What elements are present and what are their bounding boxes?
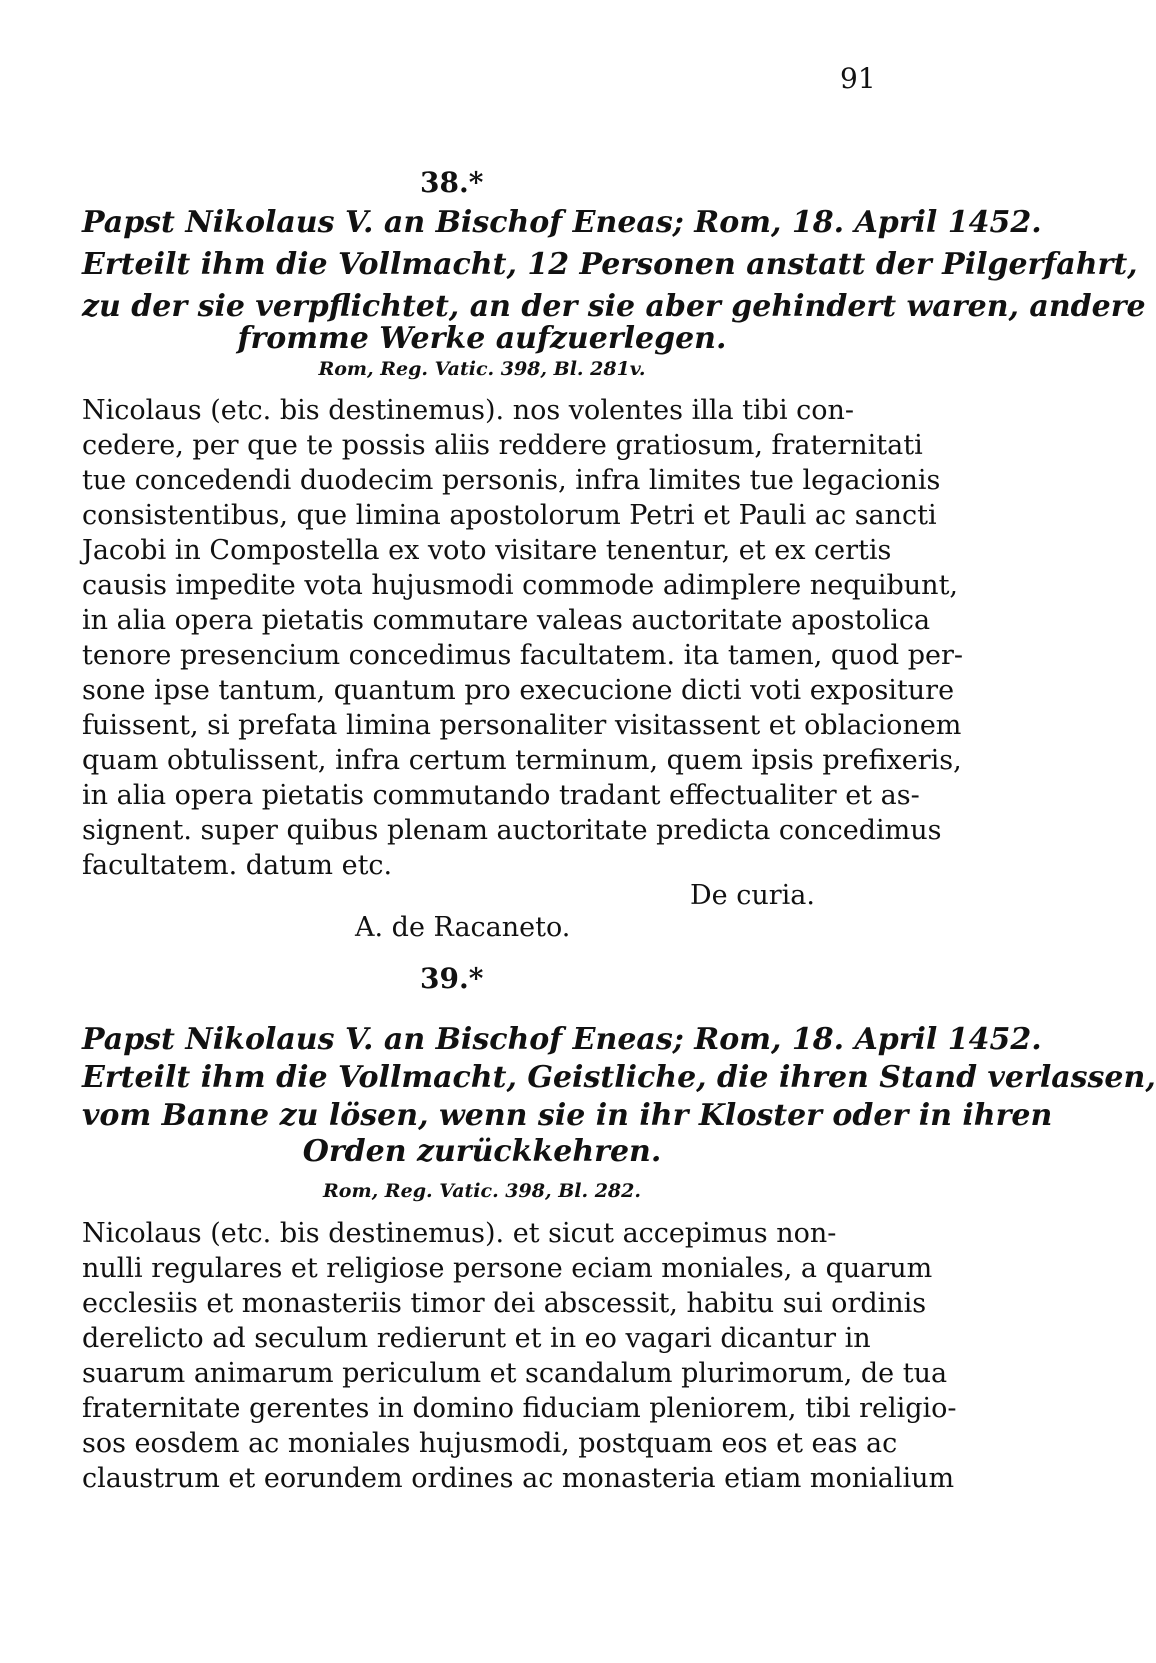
doc38-body-line-9: sone ipse tantum, quantum pro execucione dicti voti expositure [82, 675, 955, 706]
doc39-heading-line-4: Orden zurückkehren. [302, 1134, 662, 1169]
signature: A. de Racaneto. [355, 912, 571, 943]
doc38-heading-line-2: Erteilt ihm die Vollmacht, 12 Personen anstatt der Pilgerfahrt, [82, 247, 1138, 282]
doc38-body-line-8: tenore presencium concedimus facultatem. ita tamen, quod per- [82, 640, 963, 671]
doc38-body-line-4: consistentibus, que limina apostolorum Petri et Pauli ac sancti [82, 500, 937, 531]
doc38-body-line-6: causis impedite vota hujusmodi commode adimplere nequibunt, [82, 570, 958, 601]
doc39-body-line-3: ecclesiis et monasteriis timor dei abscessit, habitu sui ordinis [82, 1288, 927, 1319]
doc38-heading-line-4: fromme Werke aufzuerlegen. [237, 321, 727, 356]
doc38-heading-line-3: zu der sie verpflichtet, an der sie aber gehindert waren, andere [82, 289, 1146, 324]
doc38-body-line-2: cedere, per que te possis aliis reddere gratiosum, fraternitati [82, 430, 923, 461]
doc38-body-line-7: in alia opera pietatis commutare valeas auctoritate apostolica [82, 605, 931, 636]
doc38-body-line-13: signent. super quibus plenam auctoritate predicta concedimus [82, 815, 942, 846]
doc38-heading-line-1: Papst Nikolaus V. an Bischof Eneas; Rom, 18. April 1452. [82, 205, 1042, 240]
doc39-body-line-4: derelicto ad seculum redierunt et in eo vagari dicantur in [82, 1323, 871, 1354]
doc38-source-reference: Rom, Reg. Vatic. 398, Bl. 281v. [318, 358, 646, 380]
doc38-body-line-14: facultatem. datum etc. [82, 850, 393, 881]
doc39-body-line-7: sos eosdem ac moniales hujusmodi, postquam eos et eas ac [82, 1428, 898, 1459]
doc38-body-line-5: Jacobi in Compostella ex voto visitare tenentur, et ex certis [82, 535, 892, 566]
doc39-body-line-5: suarum animarum periculum et scandalum plurimorum, de tua [82, 1358, 948, 1389]
doc38-body-line-1: Nicolaus (etc. bis destinemus). nos volentes illa tibi con- [82, 395, 855, 426]
doc38-body-line-11: quam obtulissent, infra certum terminum, quem ipsis prefixeris, [82, 745, 962, 776]
curia-note: De curia. [690, 880, 815, 911]
doc38-body-line-10: fuissent, si prefata limina personaliter visitassent et oblacionem [82, 710, 962, 741]
doc39-body-line-1: Nicolaus (etc. bis destinemus). et sicut accepimus non- [82, 1218, 837, 1249]
page-number: 91 [840, 62, 876, 95]
doc39-heading-line-3: vom Banne zu lösen, wenn sie in ihr Kloster oder in ihren [82, 1098, 1053, 1133]
doc38-body-line-3: tue concedendi duodecim personis, infra limites tue legacionis [82, 465, 941, 496]
doc39-body-line-6: fraternitate gerentes in domino fiduciam pleniorem, tibi religio- [82, 1393, 957, 1424]
doc39-body-line-8: claustrum et eorundem ordines ac monasteria etiam monialium [82, 1463, 955, 1494]
doc39-heading-line-2: Erteilt ihm die Vollmacht, Geistliche, die ihren Stand verlassen, [82, 1060, 1156, 1095]
doc39-heading-line-1: Papst Nikolaus V. an Bischof Eneas; Rom, 18. April 1452. [82, 1022, 1042, 1057]
document-number-39: 39.* [420, 962, 484, 995]
document-number-38: 38.* [420, 166, 484, 199]
doc39-source-reference: Rom, Reg. Vatic. 398, Bl. 282. [323, 1180, 641, 1202]
doc39-body-line-2: nulli regulares et religiose persone eciam moniales, a quarum [82, 1253, 933, 1284]
doc38-body-line-12: in alia opera pietatis commutando tradant effectualiter et as- [82, 780, 920, 811]
